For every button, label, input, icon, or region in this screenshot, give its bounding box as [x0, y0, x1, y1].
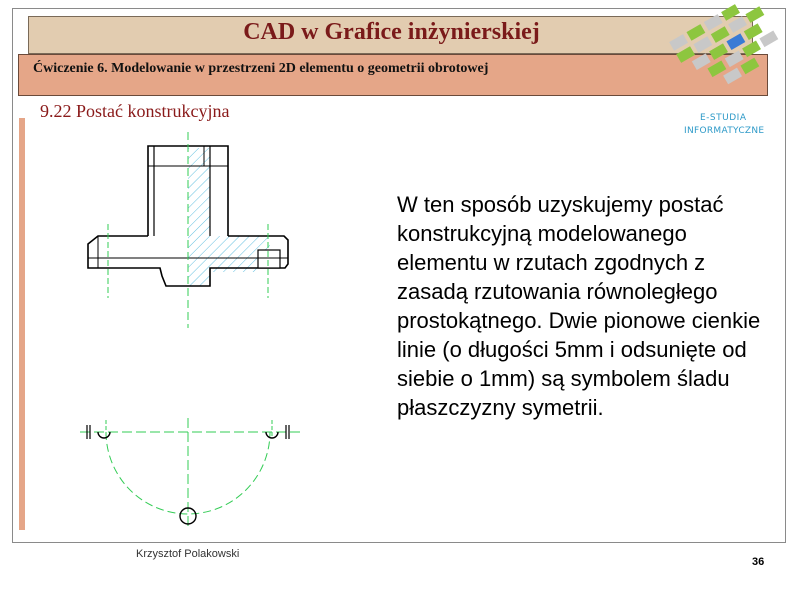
- top-view: [80, 418, 300, 530]
- title-bar: [28, 16, 753, 54]
- logo-text-line1: E-STUDIA: [700, 113, 747, 123]
- footer-author: Krzysztof Polakowski: [136, 548, 240, 560]
- technical-drawing: [70, 128, 310, 536]
- front-view: [88, 132, 288, 328]
- left-accent-strip: [19, 118, 25, 530]
- section-title: 9.22 Postać konstrukcyjna: [40, 101, 230, 121]
- logo-text-line2: INFORMATYCZNE: [684, 126, 765, 136]
- slide-subtitle: Ćwiczenie 6. Modelowanie w przestrzeni 2D elementu o geometrii obrotowej: [33, 61, 489, 76]
- subtitle-bar: [18, 54, 768, 96]
- body-paragraph: W ten sposób uzyskujemy postać konstrukcyjną modelowanego elementu w rzutach zgodnych z zasadą rzutowania równoległego prostokątnego. Dwie pionowe cienkie linie (o długości 5mm i odsunięte od siebie o 1mm) są symbolem śladu płaszczyzny symetrii.: [397, 192, 761, 420]
- page-number: 36: [752, 556, 765, 568]
- slide-title: CAD w Grafice inżynierskiej: [243, 19, 540, 45]
